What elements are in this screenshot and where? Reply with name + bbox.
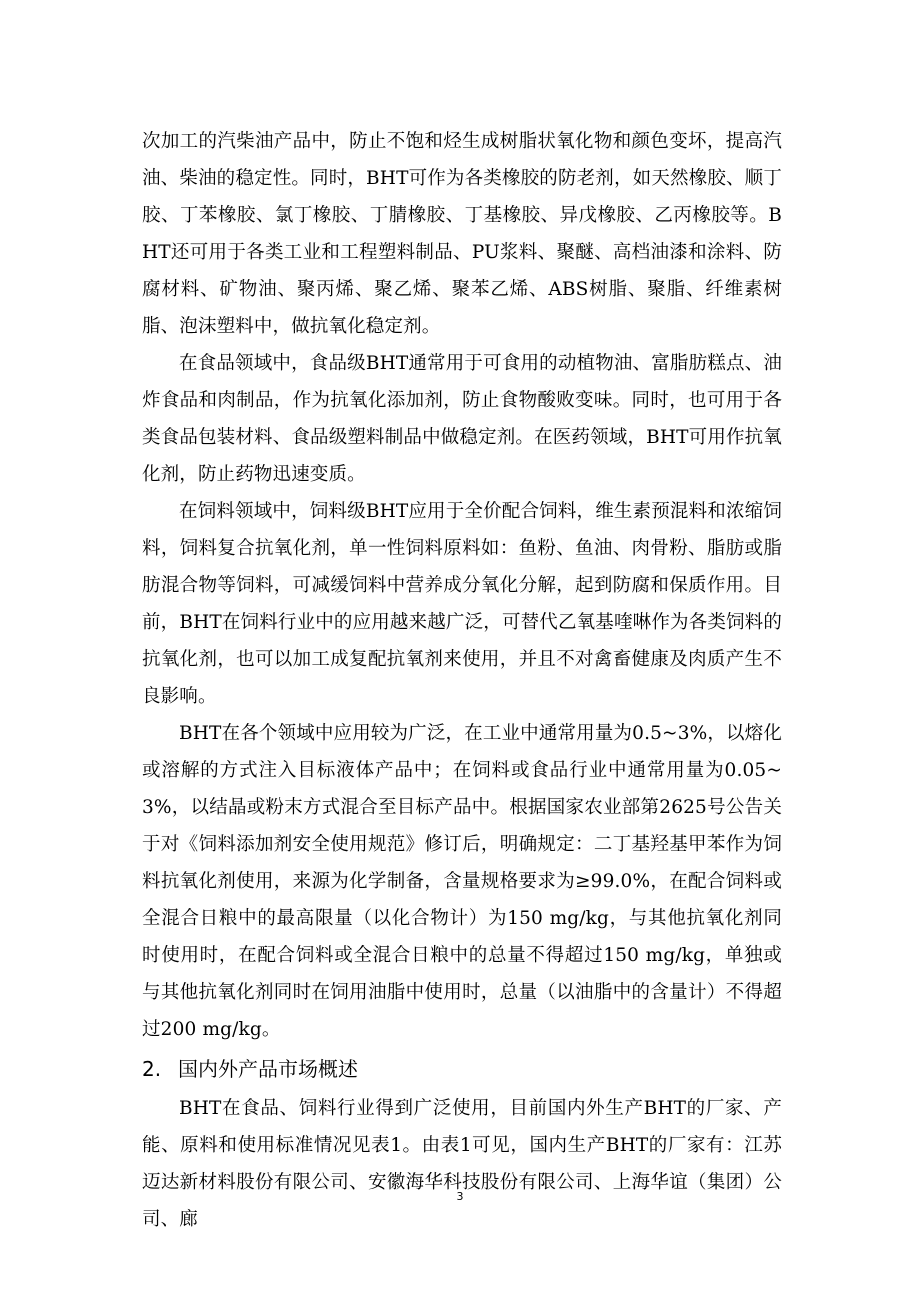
section-number: 2. bbox=[142, 1057, 162, 1081]
page-number: 3 bbox=[456, 1190, 464, 1203]
paragraph-continuation: 次加工的汽柴油产品中，防止不饱和烃生成树脂状氧化物和颜色变坏，提高汽油、柴油的稳定性。同时，BHT可作为各类橡胶的防老剂，如天然橡胶、顺丁胶、丁苯橡胶、氯丁橡胶、丁腈橡胶、丁基橡胶、异戊橡胶、乙丙橡胶等。BHT还可用于各类工业和工程塑料制品、PU浆料、聚醚、高档油漆和涂料、防腐材料、矿物油、聚丙烯、聚乙烯、聚苯乙烯、ABS树脂、聚脂、纤维素树脂、泡沫塑料中，做抗氧化稳定剂。 bbox=[142, 131, 782, 337]
paragraph-feed-domain: 在饲料领域中，饲料级BHT应用于全价配合饲料，维生素预混料和浓缩饲料，饲料复合抗氧化剂，单一性饲料原料如：鱼粉、鱼油、肉骨粉、脂肪或脂肪混合物等饲料，可减缓饲料中营养成分氧化分解，起到防腐和保质作用。目前，BHT在饲料行业中的应用越来越广泛，可替代乙氧基喹啉作为各类饲料的抗氧化剂，也可以加工成复配抗氧剂来使用，并且不对禽畜健康及肉质产生不良影响。 bbox=[142, 501, 782, 707]
section-title: 国内外产品市场概述 bbox=[178, 1057, 358, 1081]
section-heading bbox=[142, 1050, 782, 1088]
paragraph-market-overview: BHT在食品、饲料行业得到广泛使用，目前国内外生产BHT的厂家、产能、原料和使用标准情况见表1。由表1可见，国内生产BHT的厂家有：江苏迈达新材料股份有限公司、安徽海华科技股份有限公司、上海华谊（集团）公司、廊 bbox=[142, 1098, 782, 1230]
paragraph-food-domain: 在食品领域中，食品级BHT通常用于可食用的动植物油、富脂肪糕点、油炸食品和肉制品，作为抗氧化添加剂，防止食物酸败变味。同时，也可用于各类食品包装材料、食品级塑料制品中做稳定剂。在医药领域，BHT可用作抗氧化剂，防止药物迅速变质。 bbox=[142, 353, 782, 485]
page-body bbox=[142, 123, 782, 1238]
paragraph-usage-regulation: BHT在各个领域中应用较为广泛，在工业中通常用量为0.5~3%，以熔化或溶解的方式注入目标液体产品中；在饲料或食品行业中通常用量为0.05~3%，以结晶或粉末方式混合至目标产品中。根据国家农业部第2625号公告关于对《饲料添加剂安全使用规范》修订后，明确规定：二丁基羟基甲苯作为饲料抗氧化剂使用，来源为化学制备，含量规格要求为≥99.0%，在配合饲料或全混合日粮中的最高限量（以化合物计）为150 mg/kg，与其他抗氧化剂同时使用时，在配合饲料或全混合日粮中的总量不得超过150 mg/kg，单独或与其他抗氧化剂同时在饲用油脂中使用时，总量（以油脂中的含量计）不得超过200 mg/kg。 bbox=[142, 723, 782, 1040]
